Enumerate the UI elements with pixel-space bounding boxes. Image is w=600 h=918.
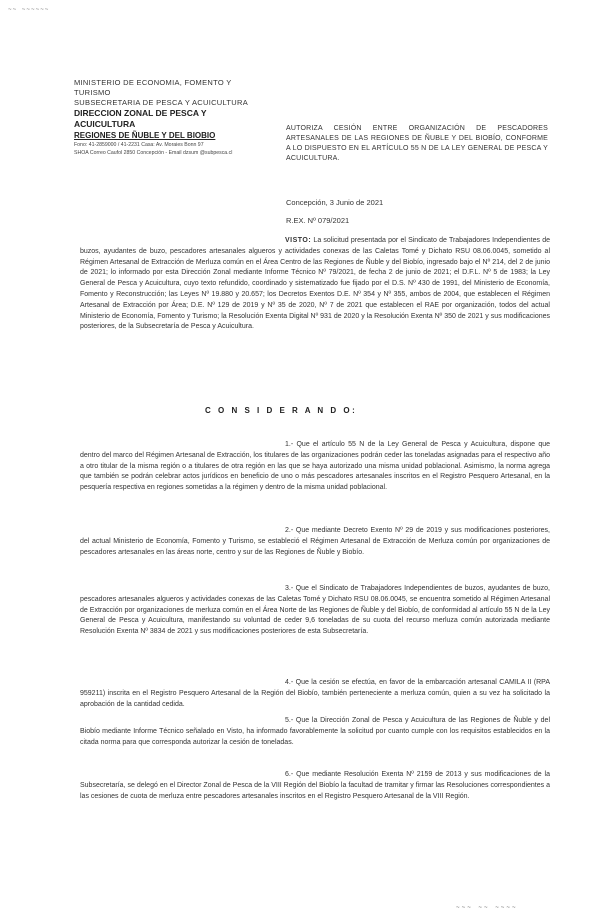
resolution-subject: AUTORIZA CESIÓN ENTRE ORGANIZACIÓN DE PESCADORES ARTESANALES DE LAS REGIONES DE ÑUBLE Y DEL BIOBÍO, CONFORME A LO DISPUESTO EN EL ARTÍCULO 55 N DE LA LEY GENERAL DE PESCA Y ACUICULTURA.	[286, 125, 548, 162]
ministry-line: MINISTERIO DE ECONOMIA, FOMENTO Y TURISMO	[74, 78, 232, 97]
considerando-6: 6.- Que mediante Resolución Exenta Nº 2159 de 2013 y sus modificaciones de la Subsecretaría, se delegó en el Director Zonal de Pesca de la VIII Región del Biobío la facultad de tramitar y firmar las Resoluciones correspondientes a las cesiones de cuota de merluza entre pescadores artesanales inscritos en el Registro Pesquero Artesanal de la VIII Región.	[80, 771, 550, 800]
regiones-line: REGIONES DE ÑUBLE Y DEL BIOBIO	[74, 131, 216, 140]
considerando-5: 5.- Que la Dirección Zonal de Pesca y Acuicultura de las Regiones de Ñuble y del Biobío mediante Informe Técnico señalado en Visto, ha informado favorablemente la solicitud por cuanto cumple con los requisitos establecidos en la citada norma para que corresponda autorizar la cesión de toneladas.	[80, 717, 550, 746]
considerando-1: 1.- Que el artículo 55 N de la Ley General de Pesca y Acuicultura, dispone que dentro del marco del Régimen Artesanal de Extracción, los titulares de las organizaciones podrán ceder las toneladas asignadas para el respectivo año a otro titular de la misma región o a titulares de otra región en las que se haya autorizado una misma unidad poblacional. Asimismo, la norma agrega que también se podrán celebrar actos jurídicos en beneficio de uno o más pescadores artesanales inscritos en el Registro Pesquero Artesanal, en la pesquería respectiva en regiones sometidas a la régimen y dentro de la misma unidad poblacional.	[80, 441, 550, 492]
address-line-1: Fono: 41-2859000 / 41-2231 Casa: Av. Moraies Bonn 97	[74, 142, 204, 148]
considerando-3: 3.- Que el Sindicato de Trabajadores Independientes de buzos, ayudantes de buzo, pescadores artesanales algueros y actividades conexas de las Caletas Tomé y Dichato RSU 08.06.0045, se encuentra sometido al Régimen Artesanal de Extracción por organizaciones de merluza común en el Área Norte de las Regiones de Ñuble y del Biobío, de conformidad al artículo 55 N de la Ley General de Pesca y Acuicultura, manifestando su voluntad de ceder 9,6 toneladas de su cuota del recurso merluza común autorizada mediante Resolución Exenta Nº 3834 de 2021 y sus modificaciones posteriores de esta Subsecretaría.	[80, 585, 550, 636]
subsecretaria-line: SUBSECRETARIA DE PESCA Y ACUICULTURA	[74, 98, 249, 107]
visto-paragraph	[80, 236, 550, 333]
bottom-scan-mark: ~~~ ~~ ~~~~	[456, 904, 518, 911]
visto-lead: VISTO:	[285, 237, 312, 244]
top-scan-mark: ~~ ~~~~~~	[8, 6, 50, 13]
place-and-date: Concepción, 3 Junio de 2021	[286, 198, 384, 207]
letterhead	[74, 78, 264, 157]
considerando-4: 4.- Que la cesión se efectúa, en favor de la embarcación artesanal CAMILA II (RPA 959211) inscrita en el Registro Pesquero Artesanal de la Región del Biobío, también perteneciente a merluza común, quien a su vez ha solicitado la aprobación de la cantidad cedida.	[80, 679, 550, 708]
resolution-number: R.EX. Nº 079/2021	[286, 216, 350, 225]
considerando-heading: C O N S I D E R A N D O:	[205, 406, 358, 415]
address-line-2: SHOA Correo Caufol 2850 Concepción - Email dzsum @subpesca.cl	[74, 150, 233, 156]
considerando-2: 2.- Que mediante Decreto Exento Nº 29 de 2019 y sus modificaciones posteriores, del actual Ministerio de Economía, Fomento y Turismo, se estableció el Régimen Artesanal de Extracción de Merluza común por organizaciones de pescadores artesanales en las áreas norte, centro y sur de las Regiones de Ñuble y Biobío.	[80, 527, 550, 556]
direccion-line: DIRECCION ZONAL DE PESCA Y ACUICULTURA	[74, 108, 207, 129]
visto-body: La solicitud presentada por el Sindicato de Trabajadores Independientes de buzos, ayudantes de buzo, pescadores artesanales algueros y actividades conexas de las Caletas Tomé y Dichato RSU 08.06.0045, sometido al Régimen Artesanal de Extracción de Merluza común en el Área Centro de las Regiones de Ñuble y del Biobío, ingresado bajo el Nº 214, del 2 de junio de 2021; lo informado por esta Dirección Zonal mediante Informe Técnico Nº 79/2021, de fecha 2 de junio de 2021; el D.F.L. Nº 5 de 1983; la Ley General de Pesca y Acuicultura, cuyo texto refundido, coordinado y sistematizado fue fijado por el D.S. Nº 430 de 1991, del Ministerio de Economía, Fomento y Reconstrucción; las Leyes Nº 19.880 y 20.657; los Decretos Exentos D.E. Nº 354 y Nº 355, ambos de 2004, que establecen el Régimen Artesanal de Extracción por Área; D.E. Nº 129 de 2019 y Nº 35 de 2020, Nº 7 de 2021 que establecen el RAE por organización, todos del actual Ministerio de Economía, Fomento y Turismo; la Resolución Exenta Digital Nº 931 de 2020 y la Resolución Exenta Nº 350 de 2021 y sus modificaciones posteriores, de la Subsecretaría de Pesca y Acuicultura.	[80, 237, 550, 331]
